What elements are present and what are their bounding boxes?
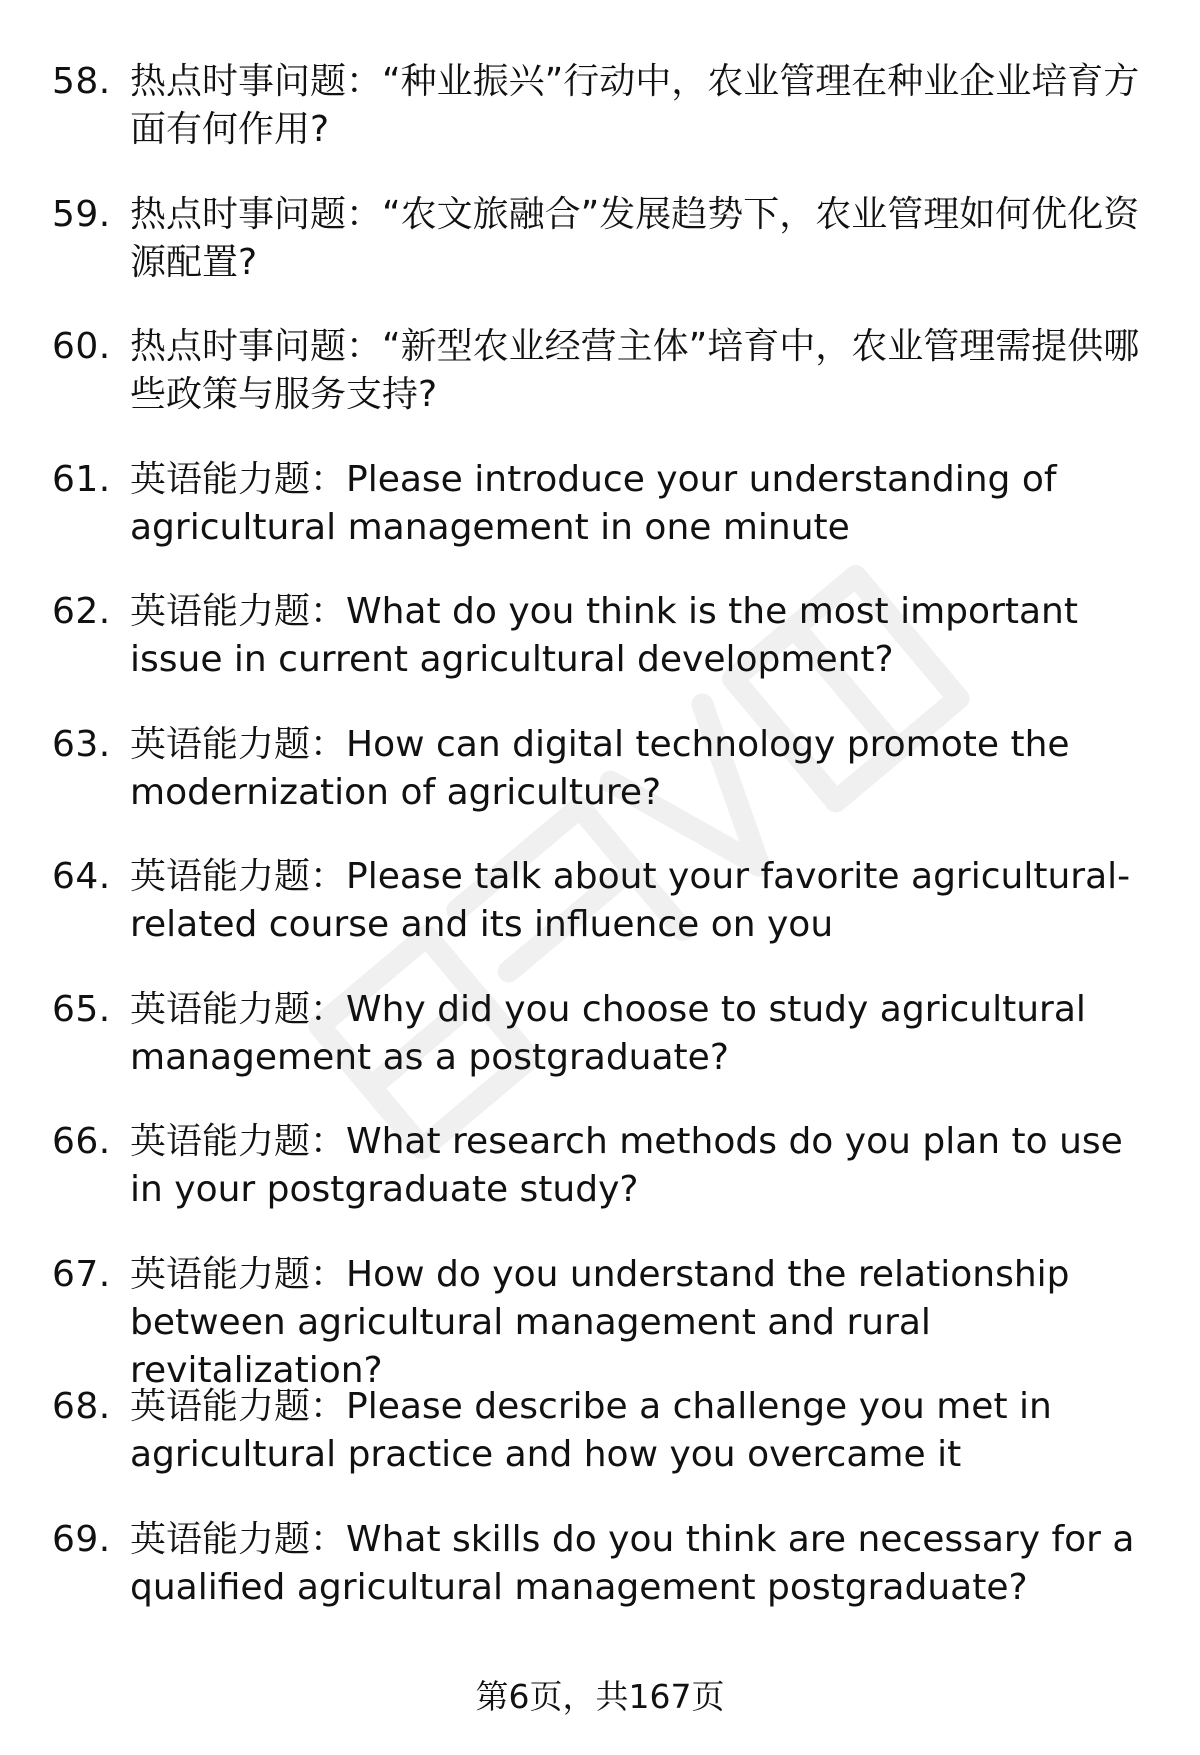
question-number: 61. <box>52 458 111 500</box>
question-list <box>52 58 1150 1648</box>
question-text: 英语能力题：What do you think is the most important issue in current agricultural development? <box>130 591 1078 680</box>
question-number: 66. <box>52 1121 111 1162</box>
question-item <box>52 58 1150 191</box>
question-number: 67. <box>52 1253 111 1295</box>
question-item <box>52 721 1150 854</box>
question-item <box>52 191 1150 324</box>
question-text: 英语能力题：How do you understand the relationship between agricultural management and rural revitalization? <box>130 1253 1070 1391</box>
question-number: 69. <box>52 1518 111 1560</box>
question-text: 热点时事问题：“新型农业经营主体”培育中，农业管理需提供哪些政策与服务支持? <box>130 326 1140 415</box>
question-number: 68. <box>52 1386 111 1427</box>
question-number: 65. <box>52 988 111 1030</box>
question-number: 58. <box>52 61 111 102</box>
question-item <box>52 1118 1150 1251</box>
question-number: 62. <box>52 591 111 632</box>
question-text: 英语能力题：How can digital technology promote the modernization of agriculture? <box>130 723 1070 813</box>
question-item <box>52 1516 1150 1649</box>
question-number: 64. <box>52 856 111 897</box>
question-number: 60. <box>52 326 111 367</box>
question-text: 英语能力题：Why did you choose to study agricultural management as a postgraduate? <box>130 988 1086 1078</box>
question-number: 63. <box>52 723 111 765</box>
question-number: 59. <box>52 193 111 235</box>
question-item <box>52 853 1150 986</box>
question-text: 热点时事问题：“种业振兴”行动中，农业管理在种业企业培育方面有何作用? <box>130 61 1140 150</box>
question-text: 英语能力题：Please introduce your understanding of agricultural management in one minute <box>130 458 1057 548</box>
question-item <box>52 1383 1150 1516</box>
question-item <box>52 588 1150 721</box>
question-item <box>52 456 1150 589</box>
question-item <box>52 323 1150 456</box>
question-text: 英语能力题：What research methods do you plan to use in your postgraduate study? <box>130 1121 1123 1210</box>
question-item <box>52 986 1150 1119</box>
question-item <box>52 1251 1150 1391</box>
question-text: 英语能力题：Please describe a challenge you met in agricultural practice and how you overcame it <box>130 1386 1052 1475</box>
question-text: 英语能力题：Please talk about your favorite agricultural-related course and its influence on you <box>130 856 1131 945</box>
question-text: 热点时事问题：“农文旅融合”发展趋势下，农业管理如何优化资源配置? <box>130 193 1140 283</box>
page-footer: 第6页，共167页 <box>475 1677 725 1716</box>
question-text: 英语能力题：What skills do you think are necessary for a qualified agricultural management postgraduate? <box>130 1518 1135 1608</box>
